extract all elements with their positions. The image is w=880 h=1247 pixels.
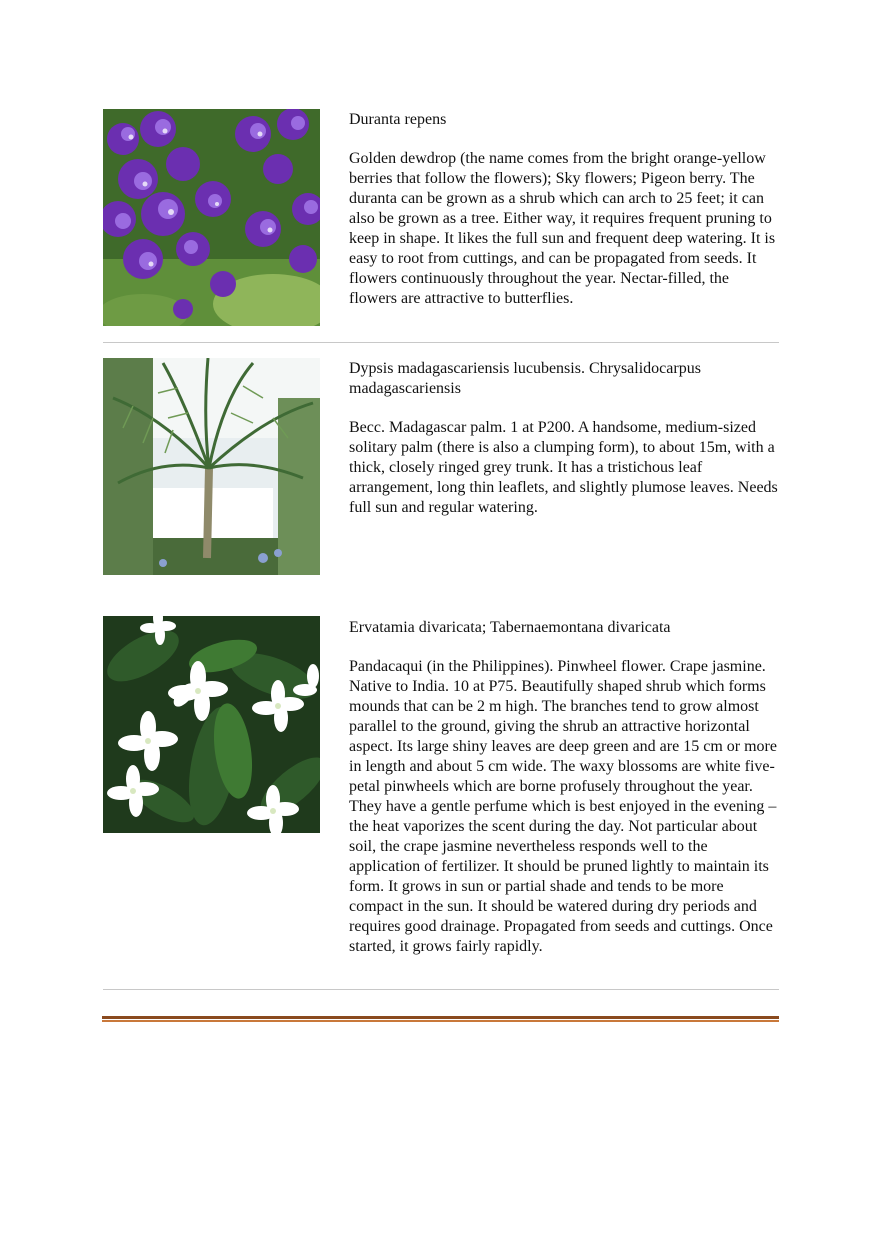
plant-description: Becc. Madagascar palm. 1 at P200. A handsome, medium-sized solitary palm (there is also a clumping form), to about 15m, with a thick, closely ringed grey trunk. It has a tristichous leaf arrangement, long thin leaflets, and slightly plumose leaves. Needs full sun and regular watering.: [349, 419, 778, 516]
duranta-photo: [103, 109, 320, 326]
footer-double-rule: [102, 1016, 779, 1022]
duranta-text: [349, 110, 779, 309]
entry-separator: [103, 342, 779, 343]
ervatamia-photo: [103, 616, 320, 833]
dypsis-photo: [103, 358, 320, 575]
plant-name: Ervatamia divaricata; Tabernaemontana divaricata: [349, 619, 671, 636]
white-pinwheel-flowers-icon: [103, 616, 320, 833]
plant-name: Dypsis madagascariensis lucubensis. Chrysalidocarpus madagascariensis: [349, 360, 701, 397]
purple-flower-cluster-icon: [103, 109, 320, 326]
entry-separator: [103, 989, 779, 990]
palm-tree-icon: [103, 358, 320, 575]
dypsis-text: [349, 359, 779, 518]
ervatamia-text: [349, 618, 779, 957]
plant-description: Pandacaqui (in the Philippines). Pinwheel flower. Crape jasmine. Native to India. 10 at P75. Beautifully shaped shrub which forms mounds that can be 2 m high. The branches tend to grow almost parallel to the ground, giving the shrub an attractive horizontal aspect. Its large shiny leaves are deep green and are 15 cm or more in length and about 5 cm wide. The waxy blossoms are white five-petal pinwheels which are borne profusely throughout the year. They have a gentle perfume which is best enjoyed in the evening – the heat vaporizes the scent during the day. Not particular about soil, the crape jasmine nevertheless responds well to the application of fertilizer. It should be pruned lightly to maintain its form. It grows in sun or partial shade and tends to be more compact in the sun. It should be watered during dry periods and requires good drainage. Propagated from seeds and cuttings. Once started, it grows fairly rapidly.: [349, 658, 777, 955]
plant-name: Duranta repens: [349, 111, 447, 128]
plant-description: Golden dewdrop (the name comes from the bright orange-yellow berries that follow the flowers); Sky flowers; Pigeon berry. The duranta can be grown as a shrub which can arch to 25 feet; it can also be grown as a tree. Either way, it requires frequent pruning to keep in shape. It likes the full sun and frequent deep watering. It is easy to root from cuttings, and can be propagated from seeds. It flowers continuously throughout the year. Nectar-filled, the flowers are attractive to butterflies.: [349, 150, 776, 307]
